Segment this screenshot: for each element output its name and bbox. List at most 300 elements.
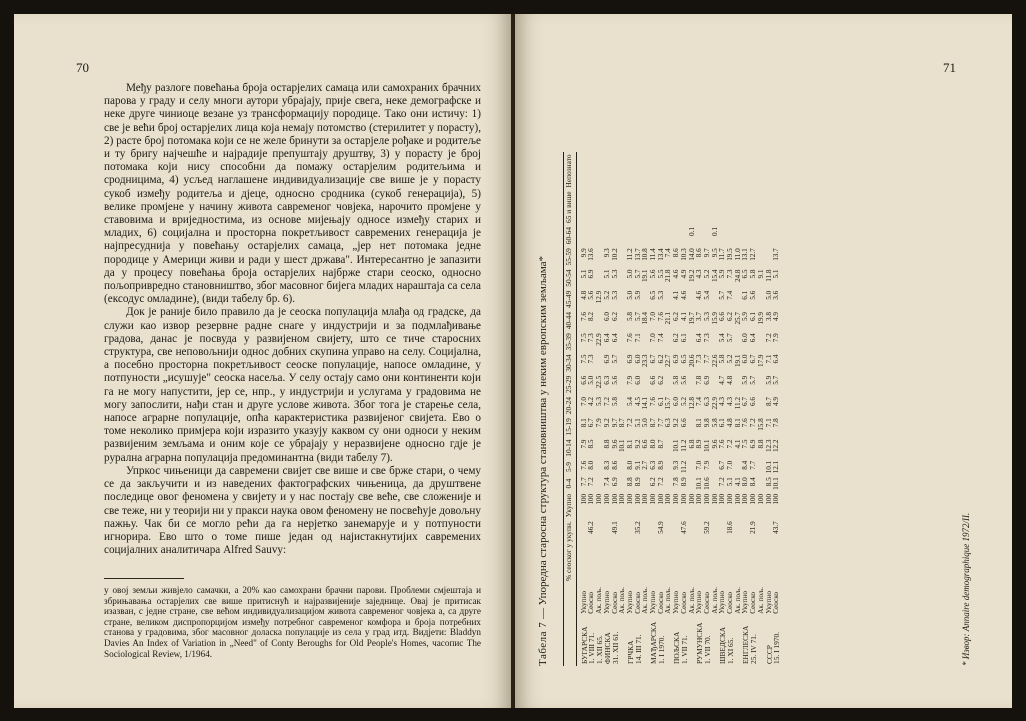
table-value-cell: 12.7 xyxy=(749,248,758,261)
table-value-cell: 5.4 xyxy=(718,333,727,343)
table-type-cell: Укупно xyxy=(718,591,727,614)
table-value-cell: 6.0 xyxy=(741,354,750,364)
table-value-cell: 6.5 xyxy=(649,290,658,300)
table-type-cell: Сеоско xyxy=(610,592,619,614)
table-value-cell: 7.4 xyxy=(726,290,735,300)
table-value-cell: 6.6 xyxy=(579,375,588,385)
table-value-cell: 8.8 xyxy=(625,477,634,487)
table-value-cell: 11.2 xyxy=(625,248,634,261)
table-header-cell: 50-54 xyxy=(564,267,577,288)
table-value-cell: 6.9 xyxy=(625,354,634,364)
table-value-cell: 6.4 xyxy=(602,333,611,343)
table-value-cell: 100 xyxy=(741,493,750,505)
table-value-cell: 15.8 xyxy=(756,418,765,431)
table-value-cell: 3.6 xyxy=(772,290,781,300)
table-value-cell: 6.0 xyxy=(602,311,611,321)
table-value-cell: 23.3 xyxy=(641,354,650,368)
table-header-cell: 20-24 xyxy=(564,395,577,416)
table-value-cell: 6.6 xyxy=(649,375,658,385)
table-value-cell: 6.2 xyxy=(610,311,619,321)
table-value-cell: 5.4 xyxy=(625,396,634,406)
table-value-cell: 11.0 xyxy=(733,248,742,261)
table-value-cell: 5.7 xyxy=(633,269,642,279)
table-value-cell: 25.7 xyxy=(733,311,742,325)
table-country-cell: 15. I 1970. xyxy=(772,631,782,664)
table-value-cell: 8.5 xyxy=(764,477,773,487)
table-country-cell: 1. VII 70. xyxy=(702,635,712,664)
table-country-cell: ЕНГЛЕСКА xyxy=(741,625,751,664)
book-spread xyxy=(14,14,1012,708)
table-value-cell: 10.1 xyxy=(702,439,711,453)
table-body xyxy=(576,152,781,666)
table-value-cell: 7.2 xyxy=(718,477,727,487)
table-rural-share-cell: 49.1 xyxy=(610,521,619,534)
table-value-cell: 6.4 xyxy=(772,354,781,364)
table-value-cell: 12.2 xyxy=(772,439,781,453)
table-value-cell: 100 xyxy=(695,493,704,505)
table-value-cell: 6.1 xyxy=(679,333,688,343)
table-value-cell: 4.9 xyxy=(679,269,688,279)
table-value-cell: 13.7 xyxy=(772,248,781,261)
table-value-cell: 7.3 xyxy=(702,333,711,343)
table-value-cell: 6.5 xyxy=(679,354,688,364)
table-header-cell: 65 и више xyxy=(564,190,577,225)
table-value-cell: 7.4 xyxy=(656,333,665,343)
table-rural-share-cell: 59.2 xyxy=(702,521,711,534)
table-value-cell: 5.0 xyxy=(625,290,634,300)
table-value-cell: 5.6 xyxy=(587,290,596,300)
table-rural-share-cell: 18.6 xyxy=(726,521,735,534)
table-value-cell: 10.1 xyxy=(764,460,773,474)
table-type-cell: Ак. пољ. xyxy=(687,587,696,614)
table-value-cell: 10.6 xyxy=(702,477,711,490)
table-value-cell: 7.5 xyxy=(579,333,588,343)
table-value-cell: 9.2 xyxy=(633,439,642,449)
table-value-cell: 7.6 xyxy=(579,460,588,470)
table-value-cell: 14.0 xyxy=(687,248,696,261)
table-type-cell: Ак. пољ. xyxy=(756,587,765,614)
table-value-cell: 11.2 xyxy=(679,460,688,474)
table-rural-share-cell xyxy=(596,519,604,583)
table-value-cell: 5.0 xyxy=(641,418,650,428)
table-value-cell: 5.9 xyxy=(633,290,642,300)
table-value-cell: 7.6 xyxy=(741,418,750,428)
table-country-cell: 1. I 1970. xyxy=(656,635,666,664)
footnote-rule xyxy=(104,578,184,579)
table-country-cell: 1. XI 65. xyxy=(726,637,736,664)
table-value-cell: 7.9 xyxy=(625,375,634,385)
table-value-cell: 7.6 xyxy=(579,311,588,321)
table-value-cell: 0.1 xyxy=(710,226,719,236)
table-value-cell: 19.9 xyxy=(756,311,765,325)
table-value-cell: 8.1 xyxy=(579,418,588,428)
table-type-cell: Ак. пољ. xyxy=(710,587,719,614)
table-value-cell: 5.6 xyxy=(649,269,658,279)
table-value-cell xyxy=(612,225,620,246)
table-value-cell: 6.9 xyxy=(749,439,758,449)
table-value-cell: 5.7 xyxy=(726,333,735,343)
table-type-cell: Укупно xyxy=(741,591,750,614)
table-value-cell: 7.8 xyxy=(672,477,681,487)
table-value-cell: 100 xyxy=(726,493,735,505)
table-value-cell: 5.9 xyxy=(741,375,750,385)
table-row xyxy=(719,152,727,666)
table-value-cell: 5.8 xyxy=(749,269,758,279)
table-value-cell: 13.1 xyxy=(741,248,750,261)
table-value-cell: 5.6 xyxy=(610,375,619,385)
paragraph-2: Док је раније било правило да је сеоска популација млађа од градске, да служи као извор резервне радне снаге у индустрији и за подмлађивање градова, данас је посвуда у развијеном свијету, што се тиче старосних структура, све неповољнији однос добних скупина управо на селу. Социјална, а посебно просторна покретљивост сеоске популације, напосе омладине, у потпуности „исушује" сеоска насеља. У селу остају само они континенти који га не могу напустити, јер се, нпр., у индустрији и услугама у градовима не могу запослити, нађи стан и друге услове живота. Због тога је старење села, напосе аграрне популације, опћа карактеристика развијеног свијета. Ево о томе неколико примјера који изразито указују каквом су они односи у неким развијеним земљама и оним које се убрајају у неразвијене односно гдје је рурална аграрна популација предоминантна (види табелу 7). xyxy=(104,306,481,464)
table-value-cell: 24.8 xyxy=(733,269,742,283)
table-value-cell: 9.5 xyxy=(710,248,719,258)
table-value-cell: 8.0 xyxy=(587,460,596,470)
table-header-cell xyxy=(564,583,577,616)
table-header-cell: Непознато xyxy=(564,152,577,189)
table-caption-label: Табела 7 xyxy=(537,621,549,666)
table-value-cell: 7.0 xyxy=(695,460,704,470)
table-value-cell xyxy=(627,225,635,246)
table-rural-share-cell xyxy=(619,519,627,583)
table-value-cell xyxy=(758,225,766,246)
table-type-cell: Укупно xyxy=(649,591,658,614)
table-country-cell: ШВЕДСКА xyxy=(718,626,728,664)
table-value-cell: 22.5 xyxy=(595,375,604,389)
table-value-cell: 5.3 xyxy=(610,290,619,300)
table-value-cell: 100 xyxy=(702,493,711,505)
table-value-cell: 9.3 xyxy=(672,460,681,470)
table-value-cell: 5.0 xyxy=(764,290,773,300)
table-value-cell: 100 xyxy=(679,493,688,505)
table-value-cell: 5.6 xyxy=(749,290,758,300)
table-value-cell: 6.2 xyxy=(672,333,681,343)
table-type-cell: Ак. пољ. xyxy=(618,587,627,614)
table-value-cell: 7.6 xyxy=(656,311,665,321)
table-type-cell: Укупно xyxy=(672,591,681,614)
table-value-cell: 4.6 xyxy=(672,269,681,279)
table-value-cell: 8.4 xyxy=(749,477,758,487)
rotated-table-block xyxy=(537,66,977,666)
table-value-cell: 4.6 xyxy=(679,290,688,300)
table-value-cell: 21.8 xyxy=(664,269,673,283)
table-value-cell: 7.6 xyxy=(649,396,658,406)
table-value-cell: 7.2 xyxy=(602,396,611,406)
table-value-cell: 100 xyxy=(602,493,611,505)
table-type-cell: Сеоско xyxy=(772,592,781,614)
table-header-cell: 40-44 xyxy=(564,310,577,331)
table-header-cell: 10-14 xyxy=(564,437,577,458)
table-value-cell: 6.4 xyxy=(610,333,619,343)
table-value-cell: 6.5 xyxy=(741,269,750,279)
table-value-cell: 9.7 xyxy=(610,418,619,428)
table-value-cell: 100 xyxy=(664,493,673,505)
table-value-cell: 4.6 xyxy=(695,290,704,300)
left-page xyxy=(14,14,511,708)
table-country-cell: ПОЉСКА xyxy=(672,631,682,664)
table-value-cell: 19.2 xyxy=(687,269,696,283)
table-value-cell: 6.7 xyxy=(718,460,727,470)
table-value-cell: 5.8 xyxy=(625,311,634,321)
table-value-cell: 100 xyxy=(587,493,596,505)
table-value-cell: 6.9 xyxy=(610,477,619,487)
table-value-cell: 5.7 xyxy=(718,290,727,300)
table-value-cell: 6.3 xyxy=(702,396,711,406)
table-value-cell: 5.9 xyxy=(764,375,773,385)
table-value-cell: 100 xyxy=(641,493,650,505)
table-value-cell: 5.1 xyxy=(726,477,735,487)
table-value-cell: 22.7 xyxy=(664,354,673,368)
table-value-cell xyxy=(658,225,666,246)
table-type-cell: Укупно xyxy=(579,591,588,614)
table-value-cell: 6.9 xyxy=(602,354,611,364)
page-number-left: 70 xyxy=(76,60,89,75)
table-value-cell: 100 xyxy=(649,493,658,505)
table-value-cell xyxy=(673,225,681,246)
table-value-cell xyxy=(742,225,750,246)
table-value-cell: 100 xyxy=(772,493,781,505)
table-value-cell: 6.0 xyxy=(741,333,750,343)
table-country-cell: СССР xyxy=(764,645,774,664)
table-value-cell: 5.2 xyxy=(702,269,711,279)
table-country-cell: ГРЧКА xyxy=(625,640,635,664)
table-value-cell: 4.9 xyxy=(772,396,781,406)
table-value-cell: 8.6 xyxy=(695,248,704,258)
table-value-cell: 7.2 xyxy=(726,439,735,449)
table-value-cell: 4.1 xyxy=(679,311,688,321)
table-rural-share-cell: 43.7 xyxy=(772,521,781,534)
table-value-cell xyxy=(635,225,643,246)
table-value-cell: 8.8 xyxy=(756,439,765,449)
body-text xyxy=(104,82,481,557)
table-value-cell: 6.9 xyxy=(702,375,711,385)
table-value-cell: 5.6 xyxy=(679,375,688,385)
table-value-cell: 6.7 xyxy=(749,354,758,364)
table-value-cell: 17.9 xyxy=(756,354,765,368)
table-value-cell: 7.7 xyxy=(749,460,758,470)
table-type-cell: Ак. пољ. xyxy=(664,587,673,614)
table-country-cell: 31. XII 61. xyxy=(610,631,620,664)
table-value-cell xyxy=(750,225,758,246)
table-value-cell: 8.7 xyxy=(618,418,627,428)
table-value-cell: 8.9 xyxy=(679,477,688,487)
table-rural-share-cell xyxy=(665,519,673,583)
table-value-cell: 12.3 xyxy=(764,439,773,453)
table-value-cell: 10.1 xyxy=(618,439,627,453)
table-row xyxy=(619,152,627,666)
table-value-cell: 14.1 xyxy=(641,396,650,410)
table-value-cell: 7.9 xyxy=(772,333,781,343)
table-value-cell: 4.1 xyxy=(672,290,681,300)
table-row xyxy=(742,152,750,666)
table-value-cell: 8.9 xyxy=(695,439,704,449)
table-value-cell: 7.8 xyxy=(772,418,781,428)
table-value-cell: 6.1 xyxy=(656,396,665,406)
table-value-cell: 7.1 xyxy=(764,418,773,428)
table-type-cell: Сеоско xyxy=(656,592,665,614)
table-value-cell: 100 xyxy=(656,493,665,505)
table-value-cell: 5.3 xyxy=(656,290,665,300)
table-value-cell: 4.7 xyxy=(718,375,727,385)
table-value-cell: 10.1 xyxy=(672,439,681,453)
table-value-cell: 6.6 xyxy=(679,418,688,428)
table-value-cell: 5.3 xyxy=(610,269,619,279)
table-value-cell: 7.6 xyxy=(718,439,727,449)
table-value-cell: 8.7 xyxy=(764,396,773,406)
table-value-cell: 5.8 xyxy=(672,375,681,385)
table-value-cell: 9.9 xyxy=(579,248,588,258)
table-value-cell: 8.2 xyxy=(587,311,596,321)
table-type-cell: Укупно xyxy=(602,591,611,614)
table-value-cell: 6.3 xyxy=(649,460,658,470)
table-header-cell: 55-59 xyxy=(564,246,577,267)
table-rural-share-cell xyxy=(735,519,743,583)
table-header-cell: 15-19 xyxy=(564,416,577,437)
table-value-cell: 22.9 xyxy=(710,396,719,410)
table-value-cell: 6.6 xyxy=(749,396,758,406)
table-value-cell: 13.6 xyxy=(587,248,596,261)
table-value-cell: 21.1 xyxy=(664,311,673,325)
table-value-cell: 7.7 xyxy=(579,477,588,487)
table-header-cell: 0-4 xyxy=(564,475,577,492)
table-value-cell xyxy=(727,225,735,246)
table-value-cell: 4.9 xyxy=(772,311,781,321)
table-caption-title: Упоредна старосна структура становништва у неким европским земљама* xyxy=(537,255,549,606)
table-value-cell: 7.9 xyxy=(579,439,588,449)
table-row xyxy=(596,152,604,666)
table-value-cell: 4.1 xyxy=(733,477,742,487)
table-value-cell: 8.4 xyxy=(741,460,750,470)
table-value-cell: 7.4 xyxy=(602,477,611,487)
table-value-cell: 5.8 xyxy=(710,418,719,428)
table-value-cell: 7.5 xyxy=(741,439,750,449)
table-value-cell: 6.2 xyxy=(726,311,735,321)
table-value-cell: 7.0 xyxy=(649,311,658,321)
table-value-cell: 5.1 xyxy=(602,269,611,279)
table-value-cell: 6.3 xyxy=(602,375,611,385)
table-value-cell: 4.8 xyxy=(579,290,588,300)
table-header-cell: 25-29 xyxy=(564,374,577,395)
table-value-cell: 15.4 xyxy=(710,269,719,283)
table-row xyxy=(712,152,720,666)
table-value-cell xyxy=(650,225,658,246)
table-rural-share-cell xyxy=(712,519,720,583)
table-value-cell: 7.9 xyxy=(595,418,604,428)
table-value-cell: 7.6 xyxy=(625,333,634,343)
table-country-cell: МАЂАРСКА xyxy=(649,621,659,664)
table-value-cell: 7.5 xyxy=(579,354,588,364)
table-value-cell: 5.8 xyxy=(718,354,727,364)
table-value-cell: 7.7 xyxy=(702,354,711,364)
table-value-cell: 8.1 xyxy=(733,418,742,428)
table-value-cell: 20.6 xyxy=(687,354,696,368)
table-value-cell: 11.7 xyxy=(718,248,727,261)
table-type-cell: Укупно xyxy=(695,591,704,614)
table-value-cell: 6.1 xyxy=(749,311,758,321)
table-value-cell: 10.3 xyxy=(679,248,688,261)
table-value-cell: 6.7 xyxy=(741,396,750,406)
table-value-cell: 4.8 xyxy=(726,418,735,428)
paragraph-3: Упркос чињеници да савремени свијет све више и све брже стари, о чему се да закључити и из наведених фактографских чињеница, да друштвене последице овог феномена у свијету и у нас постају све веће, све сложеније и све теже, ни у теорији ни у пракси наука овом феномену не посвећује довољну пажњу. Чак би се могло рећи да га нерјетко занемарује и у потпуности игнорира. Ево што о томе пише један од најистакнутијих савремених социјалних аналитичара Alfred Sauvy: xyxy=(104,464,481,557)
table-value-cell: 8.1 xyxy=(625,439,634,449)
table-header-cell: Укупно xyxy=(564,492,577,519)
table-value-cell: 7.9 xyxy=(702,460,711,470)
age-structure-table xyxy=(563,152,781,666)
table-value-cell: 7.2 xyxy=(656,477,665,487)
table-value-cell: 5.3 xyxy=(595,396,604,406)
table-value-cell: 8.6 xyxy=(610,460,619,470)
table-value-cell: 6.0 xyxy=(633,375,642,385)
table-source-note: * Извор: Annaire demographique 1972/II. xyxy=(961,512,971,666)
table-value-cell: 11.2 xyxy=(679,439,688,452)
table-value-cell: 6.8 xyxy=(687,439,696,449)
table-value-cell: 100 xyxy=(610,493,619,505)
table-value-cell: 10.8 xyxy=(641,248,650,261)
table-value-cell: 6.2 xyxy=(656,354,665,364)
table-header-row xyxy=(564,152,577,666)
table-value-cell: 8.1 xyxy=(695,418,704,428)
table-country-cell: ФИНСКА xyxy=(602,632,612,664)
table-type-cell: Сеоско xyxy=(587,592,596,614)
table-value-cell: 100 xyxy=(618,493,627,505)
table-type-cell: Укупно xyxy=(625,591,634,614)
table-value-cell xyxy=(735,225,743,246)
table-value-cell: 9.1 xyxy=(756,269,765,279)
table-value-cell: 5.3 xyxy=(702,311,711,321)
table-row xyxy=(758,152,766,666)
table-type-cell: Ак. пољ. xyxy=(641,587,650,614)
table-value-cell: 4.5 xyxy=(633,396,642,406)
table-value-cell: 8.7 xyxy=(649,418,658,428)
table-value-cell: 5.1 xyxy=(772,269,781,279)
footnote xyxy=(104,585,481,659)
table-value-cell: 100 xyxy=(579,493,588,505)
table-value-cell: 5.9 xyxy=(718,269,727,279)
table-value-cell: 9.6 xyxy=(710,439,719,449)
table-value-cell xyxy=(642,225,650,246)
table-value-cell: 7.4 xyxy=(695,396,704,406)
table-value-cell: 7.2 xyxy=(749,418,758,428)
table-value-cell: 100 xyxy=(749,493,758,505)
footnote-text: у овој земљи живјело самачки, а 20% као самохрани брачни парови. Проблеми смјештаја и збрињавања остарјелих све више притиснућ и најразвијеније заједнице. Овај је притисак изазван, с једне стране, све већом индивидуализацијом живота савременог човјека а, са друге стране, великом диспропорцијом између потребног савременог комфора и броја потребних станова у градовима, због масовног доласка популације из села у град итд. Видјети: Bladdyn Davies An Index of Variation in „Need" of Conty Beroughs for Old People's Homes, часопис The Sociological Review, 1/1964. xyxy=(104,585,481,659)
table-value-cell: 9.2 xyxy=(672,418,681,428)
table-row xyxy=(627,152,635,666)
table-value-cell: 6.0 xyxy=(633,354,642,364)
table-value-cell: 6.0 xyxy=(672,396,681,406)
table-country-cell: 14. III 71. xyxy=(633,634,643,664)
paragraph-1: Међу разлоге повећања броја остарјелих самаца или самохраних брачних парова у граду и селу многи аутори убрајају, прије свега, неке демографске и неке друге чиниоце везане уз трансформацију породице. Тако они истичу: 1) све је већи број остарјелих лица која немају потомство (стерилитет у порасту), 2) расте број потомака који се не желе бринути за остарјеле рођаке и родитеље и ту бригу најчешће и најрадије препуштају друштву, 3) у порасту је број потомака који нису способни да помажу остарјелим родитељима и сродницима, 4) усљед наглашене индивидуализације све више је у порасту сукоб између родитеља и дјеце, односно сродника (сукоб генерација), 5) велике промјене у начину живота савременог човјека, нарочито промјене у ставовима и вриједностима, из основе мијењају односе између старих и младих, 6) социјална и просторна покретљивост савремених генерација је најпресуднија у повећању остарјелих самаца, „јер нет потомака једне породице у Америци живи и ради у шест држава". Интересантно је запазити да у процесу повећања броја остарјелих најбрже стари сеоско, односно пољопривредно становништво, због масовног бијега младих нараштаја са села (ексодус омладине), (види табелу бр. 6). xyxy=(104,82,481,306)
table-value-cell: 7.3 xyxy=(587,354,596,364)
table-row xyxy=(604,152,612,666)
table-value-cell xyxy=(604,225,612,246)
table-value-cell: 5.0 xyxy=(625,269,634,279)
table-value-cell: 100 xyxy=(710,493,719,505)
table-value-cell xyxy=(773,225,781,246)
table-value-cell: 11.2 xyxy=(733,396,742,410)
table-value-cell: 7.3 xyxy=(695,354,704,364)
table-country-cell: 1. XII 65. xyxy=(595,635,605,664)
table-value-cell: 6.4 xyxy=(695,333,704,343)
table-value-cell: 6.9 xyxy=(587,269,596,279)
table-row xyxy=(673,152,681,666)
table-value-cell: 4.1 xyxy=(733,439,742,449)
table-value-cell: 5.7 xyxy=(610,354,619,364)
table-value-cell: 10.1 xyxy=(772,477,781,490)
table-type-cell: Ак. пољ. xyxy=(733,587,742,614)
table-value-cell: 6.2 xyxy=(649,477,658,487)
table-value-cell xyxy=(758,246,766,267)
table-value-cell xyxy=(719,225,727,246)
table-value-cell: 4.2 xyxy=(587,396,596,406)
table-value-cell: 4.3 xyxy=(718,396,727,406)
table-value-cell: 5.5 xyxy=(656,269,665,279)
